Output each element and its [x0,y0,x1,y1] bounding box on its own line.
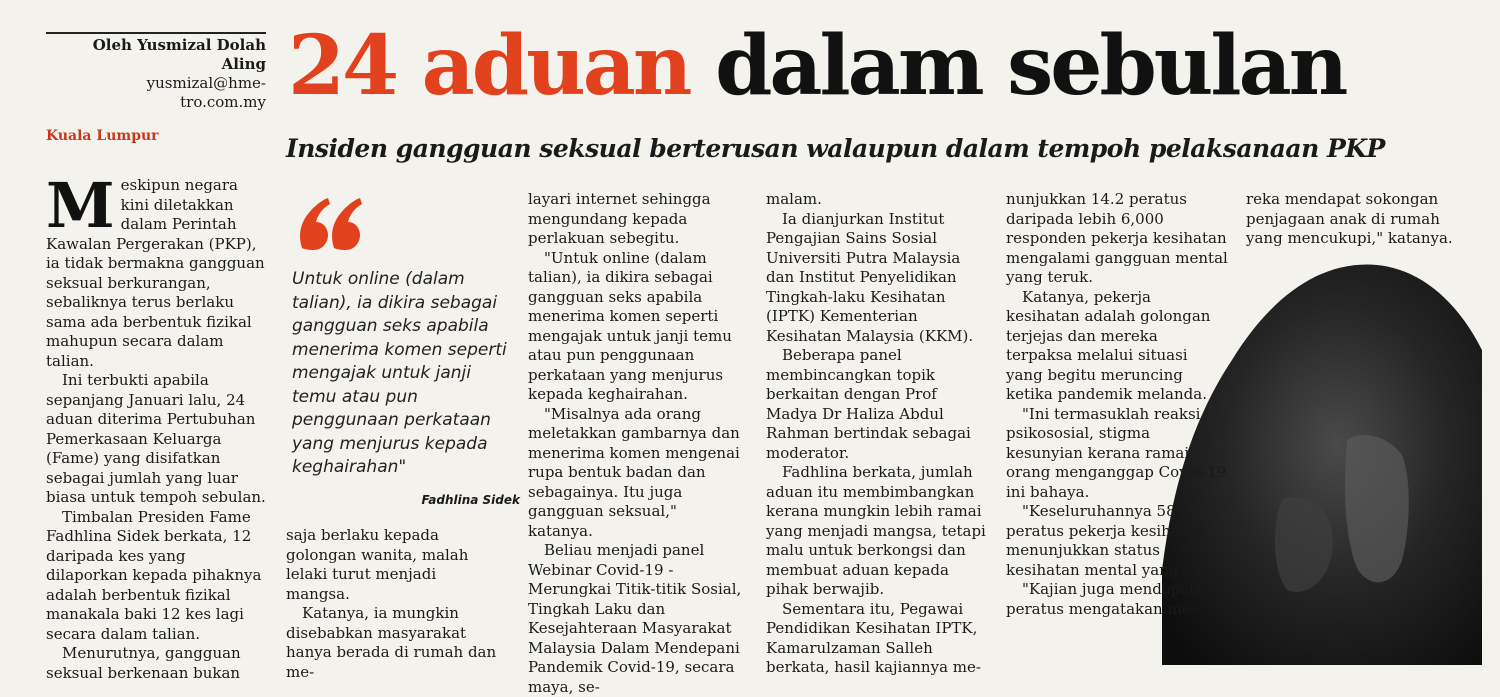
byline-rule [46,32,266,34]
article-column-2 [286,526,498,682]
paragraph: Katanya, pekerja kesihatan adalah golongan terjejas dan mereka terpaksa melalui situasi yang begitu meruncing ketika pandemik melanda. [1006,287,1211,403]
paragraph-text: eskipun negara kini diletakkan dalam Perintah Kawalan Pergerakan (PKP), ia tidak bermakna gangguan seksual berkurangan, sebaliknya terus berlaku sama ada berbentuk fizikal mahupun secara dalam talian. [46,176,265,370]
paragraph: "Keseluruhannya 58 peratus pekerja kesihatan menunjukkan status kesihatan mental yang baik. [1006,502,1221,579]
author-name-line2: Aling [221,55,266,73]
paragraph: saja berlaku kepada golongan wanita, malah lelaki turut menjadi mangsa. [286,526,469,603]
article-column-6 [1246,190,1466,249]
paragraph: Katanya, ia mungkin disebabkan masyarakat hanya berada di rumah dan me- [286,604,497,681]
headline-text: dalam sebulan [715,18,1346,114]
paragraph: nunjukkan 14.2 peratus daripada lebih 6,000 responden pekerja kesihatan mengalami gangguan mental yang teruk. [1006,190,1228,286]
byline [46,36,266,112]
quote-icon [296,192,364,260]
paragraph [46,169,268,371]
dropcap: M [46,169,115,242]
article-column-1 [46,169,268,683]
paragraph: "Untuk online (dalam talian), ia dikira sebagai gangguan seks apabila menerima komen seperti mengajak untuk janji temu atau pun penggunaan perkataan yang menjurus kepada keghairahan. [528,248,732,403]
paragraph: Menurutnya, gangguan seksual berkenaan bukan [46,644,241,682]
paragraph: "Kajian juga mendapati 75 peratus mengatakan me- [1006,580,1225,618]
pull-quote-attribution: Fadhlina Sidek [421,493,520,507]
headline-number: 24 aduan [288,18,690,114]
subheadline: Insiden gangguan seksual berterusan walaupun dalam tempoh pelaksanaan PKP [286,134,1385,163]
pull-quote-text: Untuk online (dalam talian), ia dikira sebagai gangguan seks apabila menerima komen seperti mengajak untuk janji temu atau pun penggunaan perkataan yang menjurus kepada keghairahan" [292,269,507,477]
dateline: Kuala Lumpur [46,128,159,144]
author-email-line2: tro.com.my [180,93,266,111]
paragraph: Beberapa panel membincangkan topik berkaitan dengan Prof Madya Dr Haliza Abdul Rahman bertindak sebagai moderator. [766,346,971,462]
paragraph: Sementara itu, Pegawai Pendidikan Kesihatan IPTK, Kamarulzaman Salleh berkata, hasil kajiannya me- [766,599,981,676]
paragraph: Ini terbukti apabila sepanjang Januari lalu, 24 aduan diterima Pertubuhan Pemerkasaan Keluarga (Fame) yang disifatkan sebagai jumlah yang luar biasa untuk tempoh sebulan. [46,371,266,506]
paragraph: Timbalan Presiden Fame Fadhlina Sidek berkata, 12 daripada kes yang dilaporkan kepada pihaknya adalah berbentuk fizikal manakala baki 12 kes lagi secara dalam talian. [46,507,262,643]
article-column-3 [528,190,746,697]
paragraph: reka mendapat sokongan penjagaan anak di rumah yang mencukupi," katanya. [1246,190,1453,247]
author-email-line1: yusmizal@hme- [146,74,266,92]
paragraph: Fadhlina berkata, jumlah aduan itu membimbangkan kerana mungkin lebih ramai yang menjadi mangsa, tetapi malu untuk berkongsi dan membuat aduan kepada pihak berwajib. [766,463,986,598]
paragraph: malam. [766,190,822,208]
paragraph: layari internet sehingga mengundang kepada perlakuan sebegitu. [528,190,711,247]
paragraph: "Ini termasuklah reaksi psikososial, stigma kesunyian kerana ramai orang menganggap Covid-19 ini bahaya. [1006,404,1227,501]
article-column-4 [766,190,988,678]
article-column-5 [1006,190,1228,619]
paragraph: "Misalnya ada orang meletakkan gambarnya dan menerima komen mengenai rupa bentuk badan dan sebagainya. Itu juga gangguan seksual," katanya. [528,404,740,540]
paragraph: Ia dianjurkan Institut Pengajian Sains Sosial Universiti Putra Malaysia dan Institut Penyelidikan Tingkah-laku Kesihatan (IPTK) Kementerian Kesihatan Malaysia (KKM). [766,209,974,345]
headline [288,18,1345,114]
paragraph: Beliau menjadi panel Webinar Covid-19 - Merungkai Titik-titik Sosial, Tingkah Laku dan Kesejahteraan Masyarakat Malaysia Dalam Mendepani Pandemik Covid-19, secara maya, se- [528,541,742,696]
author-name-line1: Oleh Yusmizal Dolah [92,36,266,54]
